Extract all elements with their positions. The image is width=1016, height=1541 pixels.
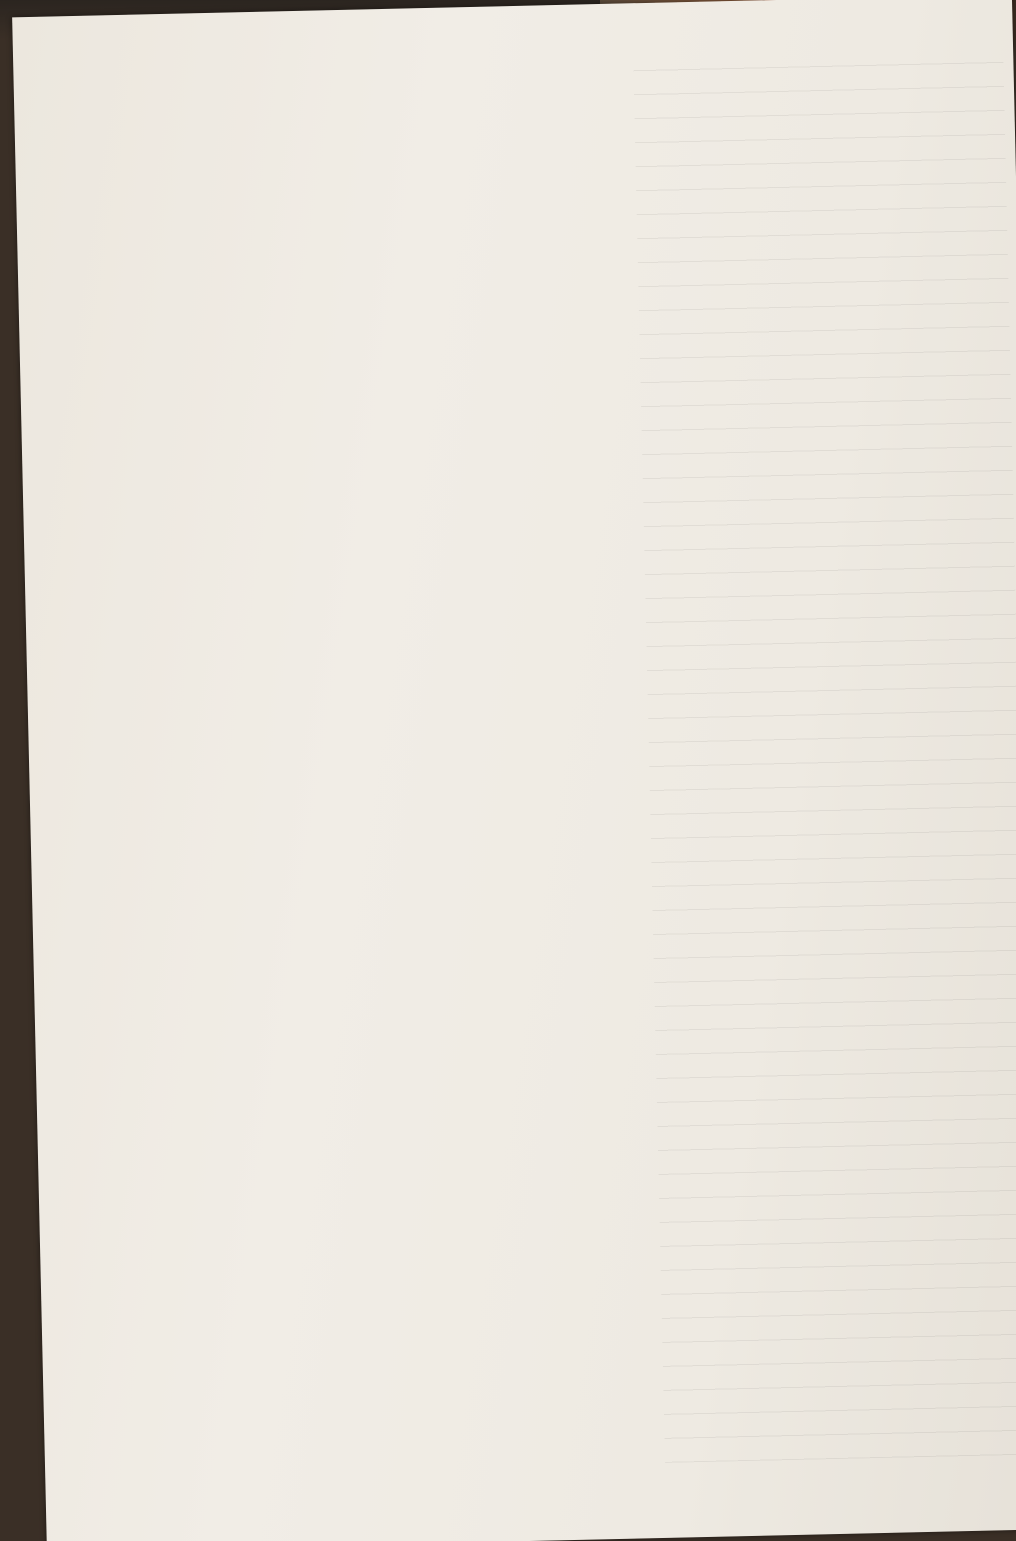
- bleed-through-text: [633, 55, 1016, 1463]
- question-list: [90, 4, 850, 21]
- worksheet-page: [12, 0, 1016, 1541]
- worksheet-content: [90, 4, 850, 21]
- previous-question-tail: [90, 4, 850, 21]
